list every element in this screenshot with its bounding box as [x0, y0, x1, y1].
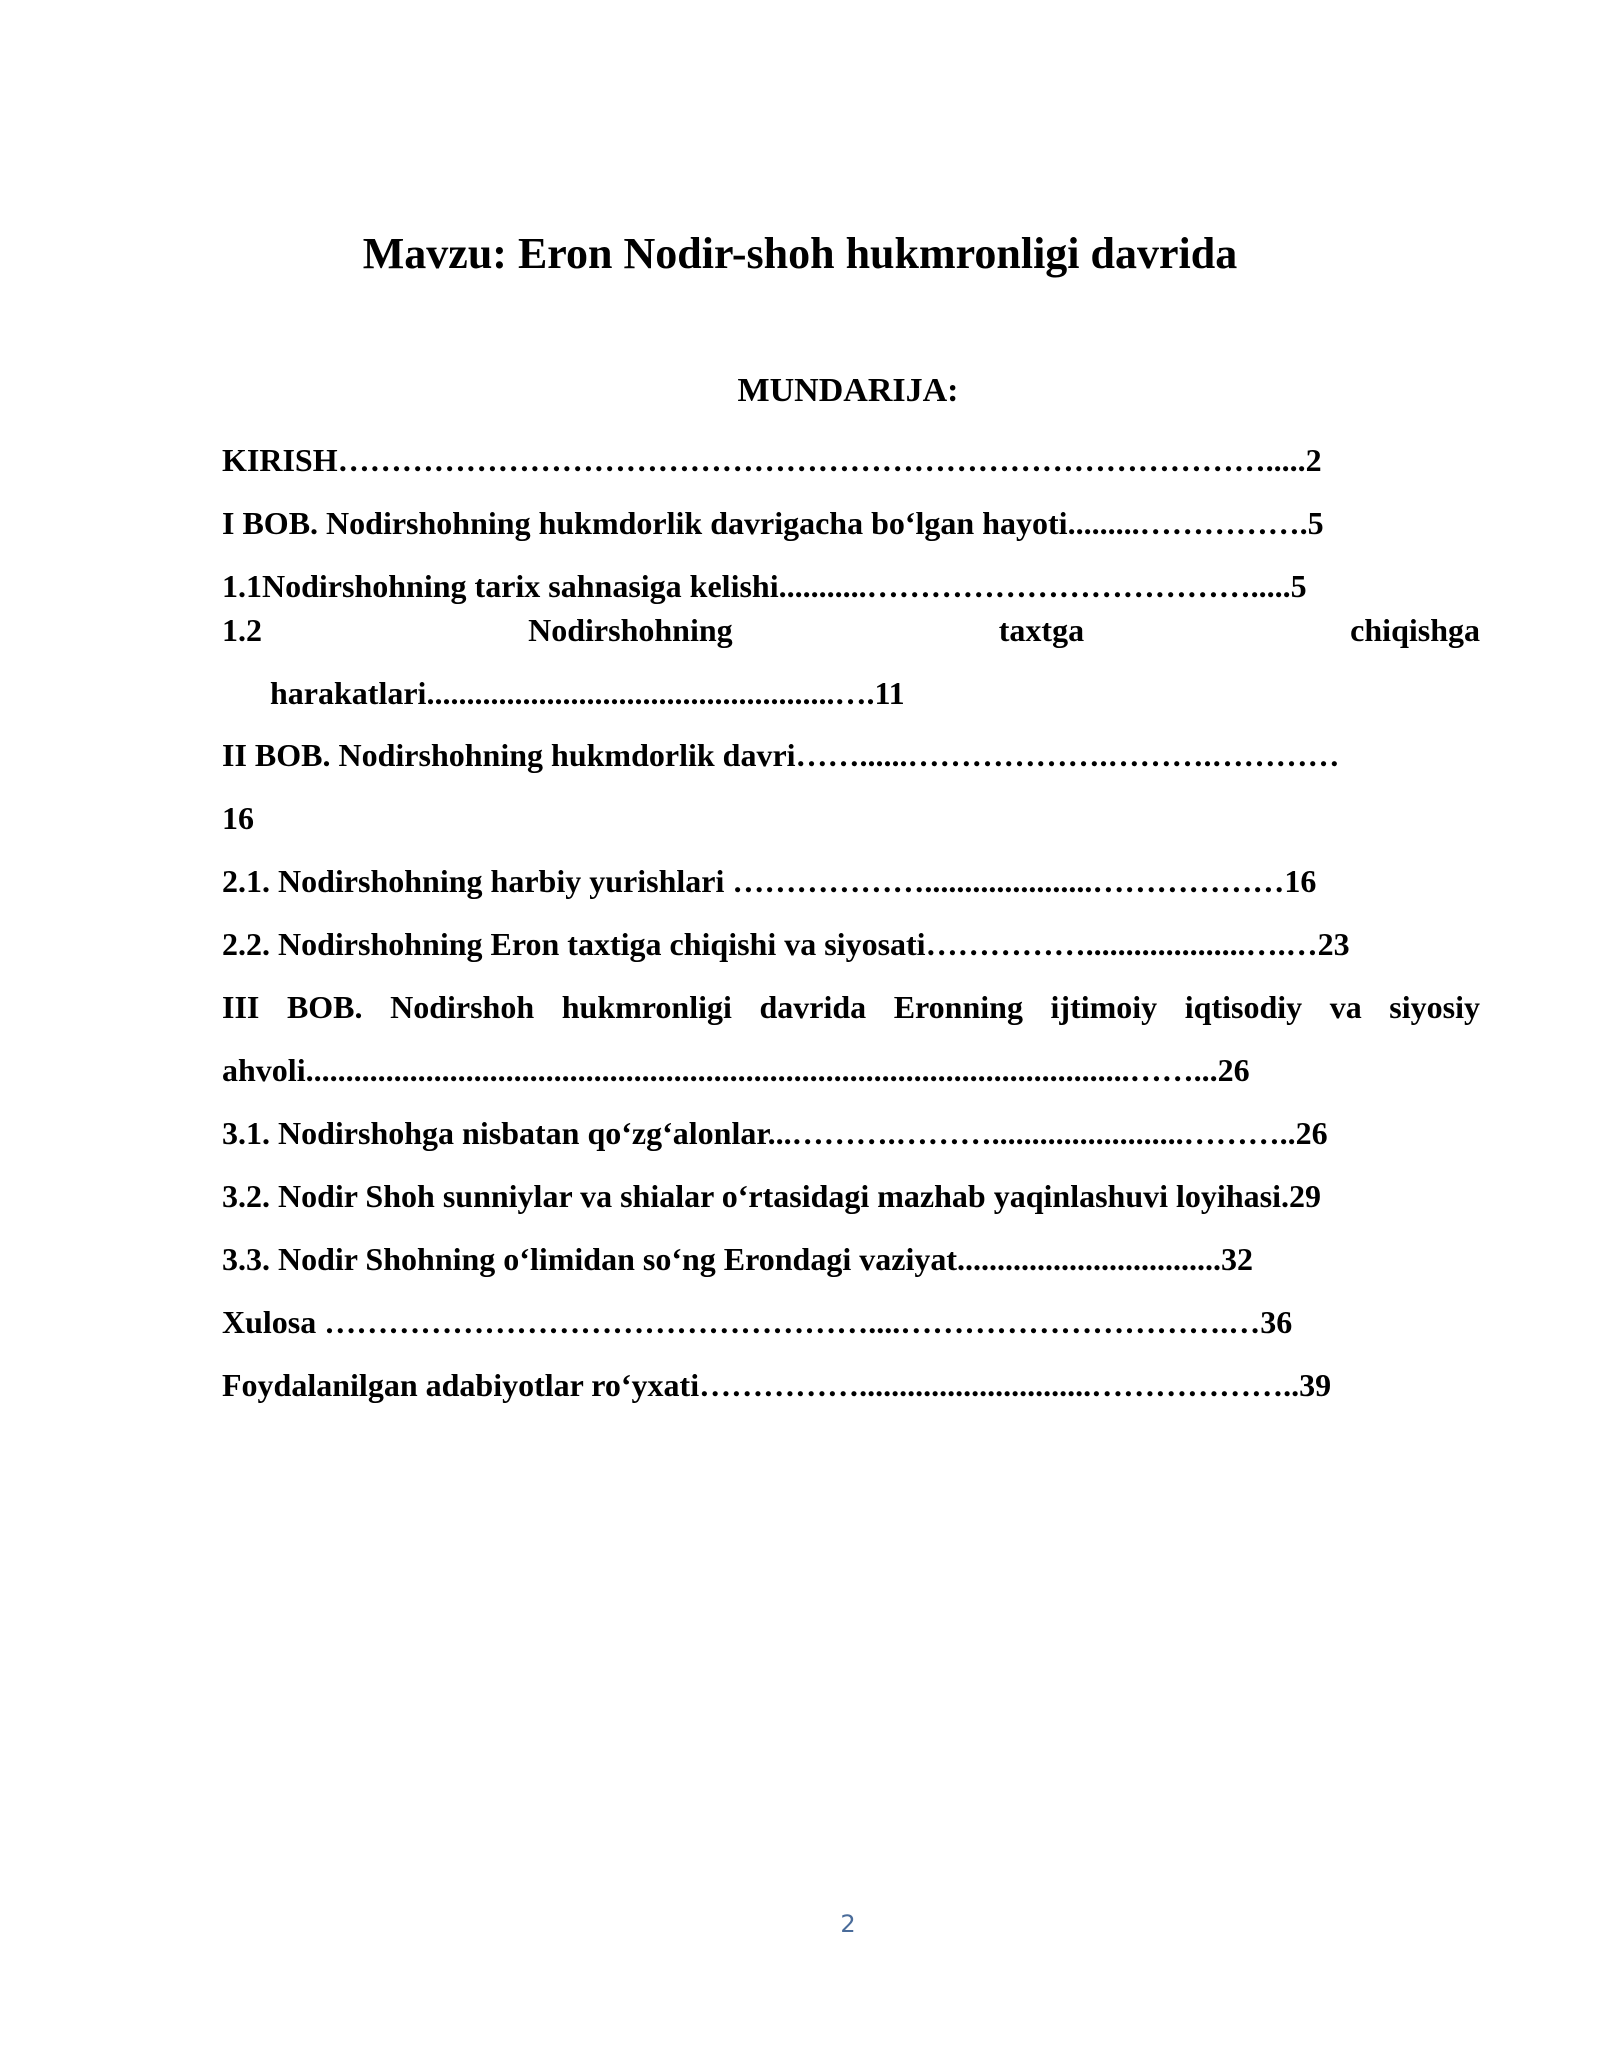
- toc-entry-bob-3-word: va: [1329, 989, 1362, 1025]
- toc-entry-bob-3-continuation: ahvoli.......................................................................................................……...26: [222, 1052, 1250, 1088]
- toc-entry-bob-3-word: hukmronligi: [561, 989, 732, 1025]
- toc-entry-bob-3-word: siyosiy: [1389, 989, 1480, 1025]
- toc-entry-bob-3-word: iqtisodiy: [1184, 989, 1303, 1025]
- toc-entry-bob-3-word: ijtimoiy: [1050, 989, 1158, 1025]
- toc-entry-xulosa: Xulosa ……………………………………………....………………………….…36: [222, 1304, 1293, 1340]
- toc-entry-1-2-continuation: harakatlari...................................................….11: [270, 675, 905, 711]
- toc-entry-bob-3: [222, 987, 1480, 1027]
- toc-entry-1-1: 1.1Nodirshohning tarix sahnasiga kelishi...........……………………………….....5: [222, 568, 1307, 604]
- toc-entry-bob-1: I BOB. Nodirshohning hukmdorlik davrigacha bo‘lgan hayoti.........…………….5: [222, 505, 1324, 541]
- document-title: Mavzu: Eron Nodir-shoh hukmronligi davrida: [362, 229, 1238, 278]
- toc-entry-bob-3-word: Nodirshoh: [390, 989, 535, 1025]
- toc-heading: MUNDARIJA:: [737, 372, 959, 409]
- toc-entry-1-2-word: 1.2: [222, 612, 262, 648]
- toc-entry-bob-2: II BOB. Nodirshohning hukmdorlik davri……......……………….……….…………: [222, 737, 1340, 773]
- toc-entry-1-2-word: Nodirshohning: [528, 612, 733, 648]
- toc-entry-2-1: 2.1. Nodirshohning harbiy yurishlari ……………….....................………………16: [222, 863, 1317, 899]
- toc-entry-adabiyotlar: Foydalanilgan adabiyotlar ro‘yxati…………….............................………………..39: [222, 1367, 1332, 1403]
- toc-entry-bob-3-word: davrida: [759, 989, 867, 1025]
- toc-entry-bob-2-page: 16: [222, 800, 254, 836]
- page-number: 2: [840, 1910, 856, 1938]
- toc-entry-bob-3-word: BOB.: [286, 989, 363, 1025]
- toc-entry-1-2-word: chiqishga: [1350, 612, 1480, 648]
- toc-entry-2-2: 2.2. Nodirshohning Eron taxtiga chiqishi va siyosati……………....................….…23: [222, 926, 1350, 962]
- toc-entry-bob-3-word: Eronning: [893, 989, 1023, 1025]
- toc-entry-3-2: 3.2. Nodir Shoh sunniylar va shialar o‘rtasidagi mazhab yaqinlashuvi loyihasi.29: [222, 1178, 1321, 1214]
- toc-entry-kirish: KIRISH…………………………………………………………………………….....2: [222, 442, 1322, 478]
- toc-entry-bob-3-word: III: [222, 989, 260, 1025]
- toc-entry-1-2-word: taxtga: [998, 612, 1085, 648]
- toc-entry-3-3: 3.3. Nodir Shohning o‘limidan so‘ng Erondagi vaziyat.................................32: [222, 1241, 1253, 1277]
- toc-entry-3-1: 3.1. Nodirshohga nisbatan qo‘zg‘alonlar...……….………........................………..26: [222, 1115, 1328, 1151]
- toc-entry-1-2: [222, 610, 1480, 650]
